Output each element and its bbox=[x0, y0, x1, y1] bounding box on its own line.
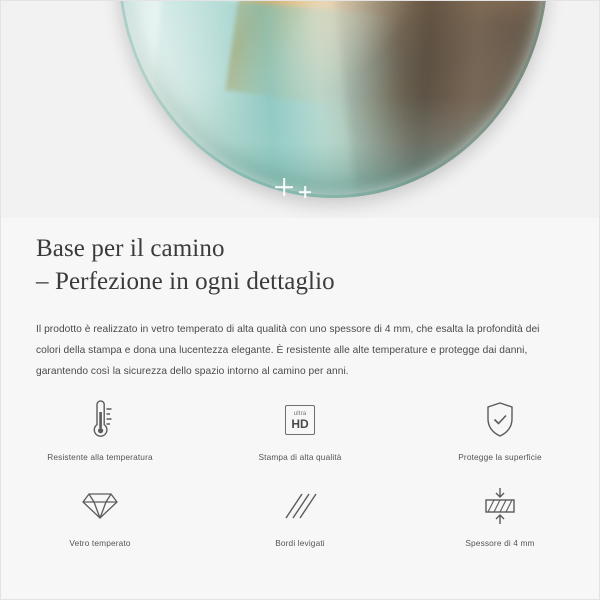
feature-item-polished-edges bbox=[200, 482, 400, 548]
ultra-hd-badge-bottom: HD bbox=[291, 416, 309, 431]
text-block bbox=[0, 218, 600, 383]
polished-edges-icon bbox=[282, 482, 318, 530]
feature-item-print-quality bbox=[200, 396, 400, 462]
page-title bbox=[36, 218, 564, 298]
hero-image bbox=[0, 0, 600, 218]
feature-item-thickness bbox=[400, 482, 600, 548]
feature-item-tempered-glass bbox=[0, 482, 200, 548]
feature-label: Protegge la superficie bbox=[458, 452, 542, 462]
feature-label: Resistente alla temperatura bbox=[47, 452, 153, 462]
diamond-icon bbox=[81, 482, 119, 530]
description-paragraph: Il prodotto è realizzato in vetro temperato di alta qualità con uno spessore di 4 mm, che esalta la profondità dei colori della stampa e dona una lucentezza elegante. È resistente alle alte temperature e protegge dai danni, garantendo così la sicurezza dello spazio intorno al camino per anni. bbox=[36, 324, 540, 377]
feature-label: Bordi levigati bbox=[275, 538, 325, 548]
thickness-arrows-icon bbox=[480, 482, 520, 530]
glass-plate-image bbox=[118, 0, 548, 198]
headline-line-1: Base per il camino bbox=[36, 235, 225, 262]
headline-line-2: – Perfezione in ogni dettaglio bbox=[36, 268, 335, 295]
ultra-hd-icon bbox=[285, 396, 315, 444]
feature-grid bbox=[0, 396, 600, 548]
feature-label: Stampa di alta qualità bbox=[258, 452, 342, 462]
thermometer-icon bbox=[83, 396, 117, 444]
feature-item-temperature bbox=[0, 396, 200, 462]
feature-label: Spessore di 4 mm bbox=[465, 538, 535, 548]
shield-check-icon bbox=[483, 396, 517, 444]
ultra-hd-badge-top: ultra bbox=[293, 410, 307, 417]
feature-label: Vetro temperato bbox=[69, 538, 131, 548]
feature-item-surface-protection bbox=[400, 396, 600, 462]
